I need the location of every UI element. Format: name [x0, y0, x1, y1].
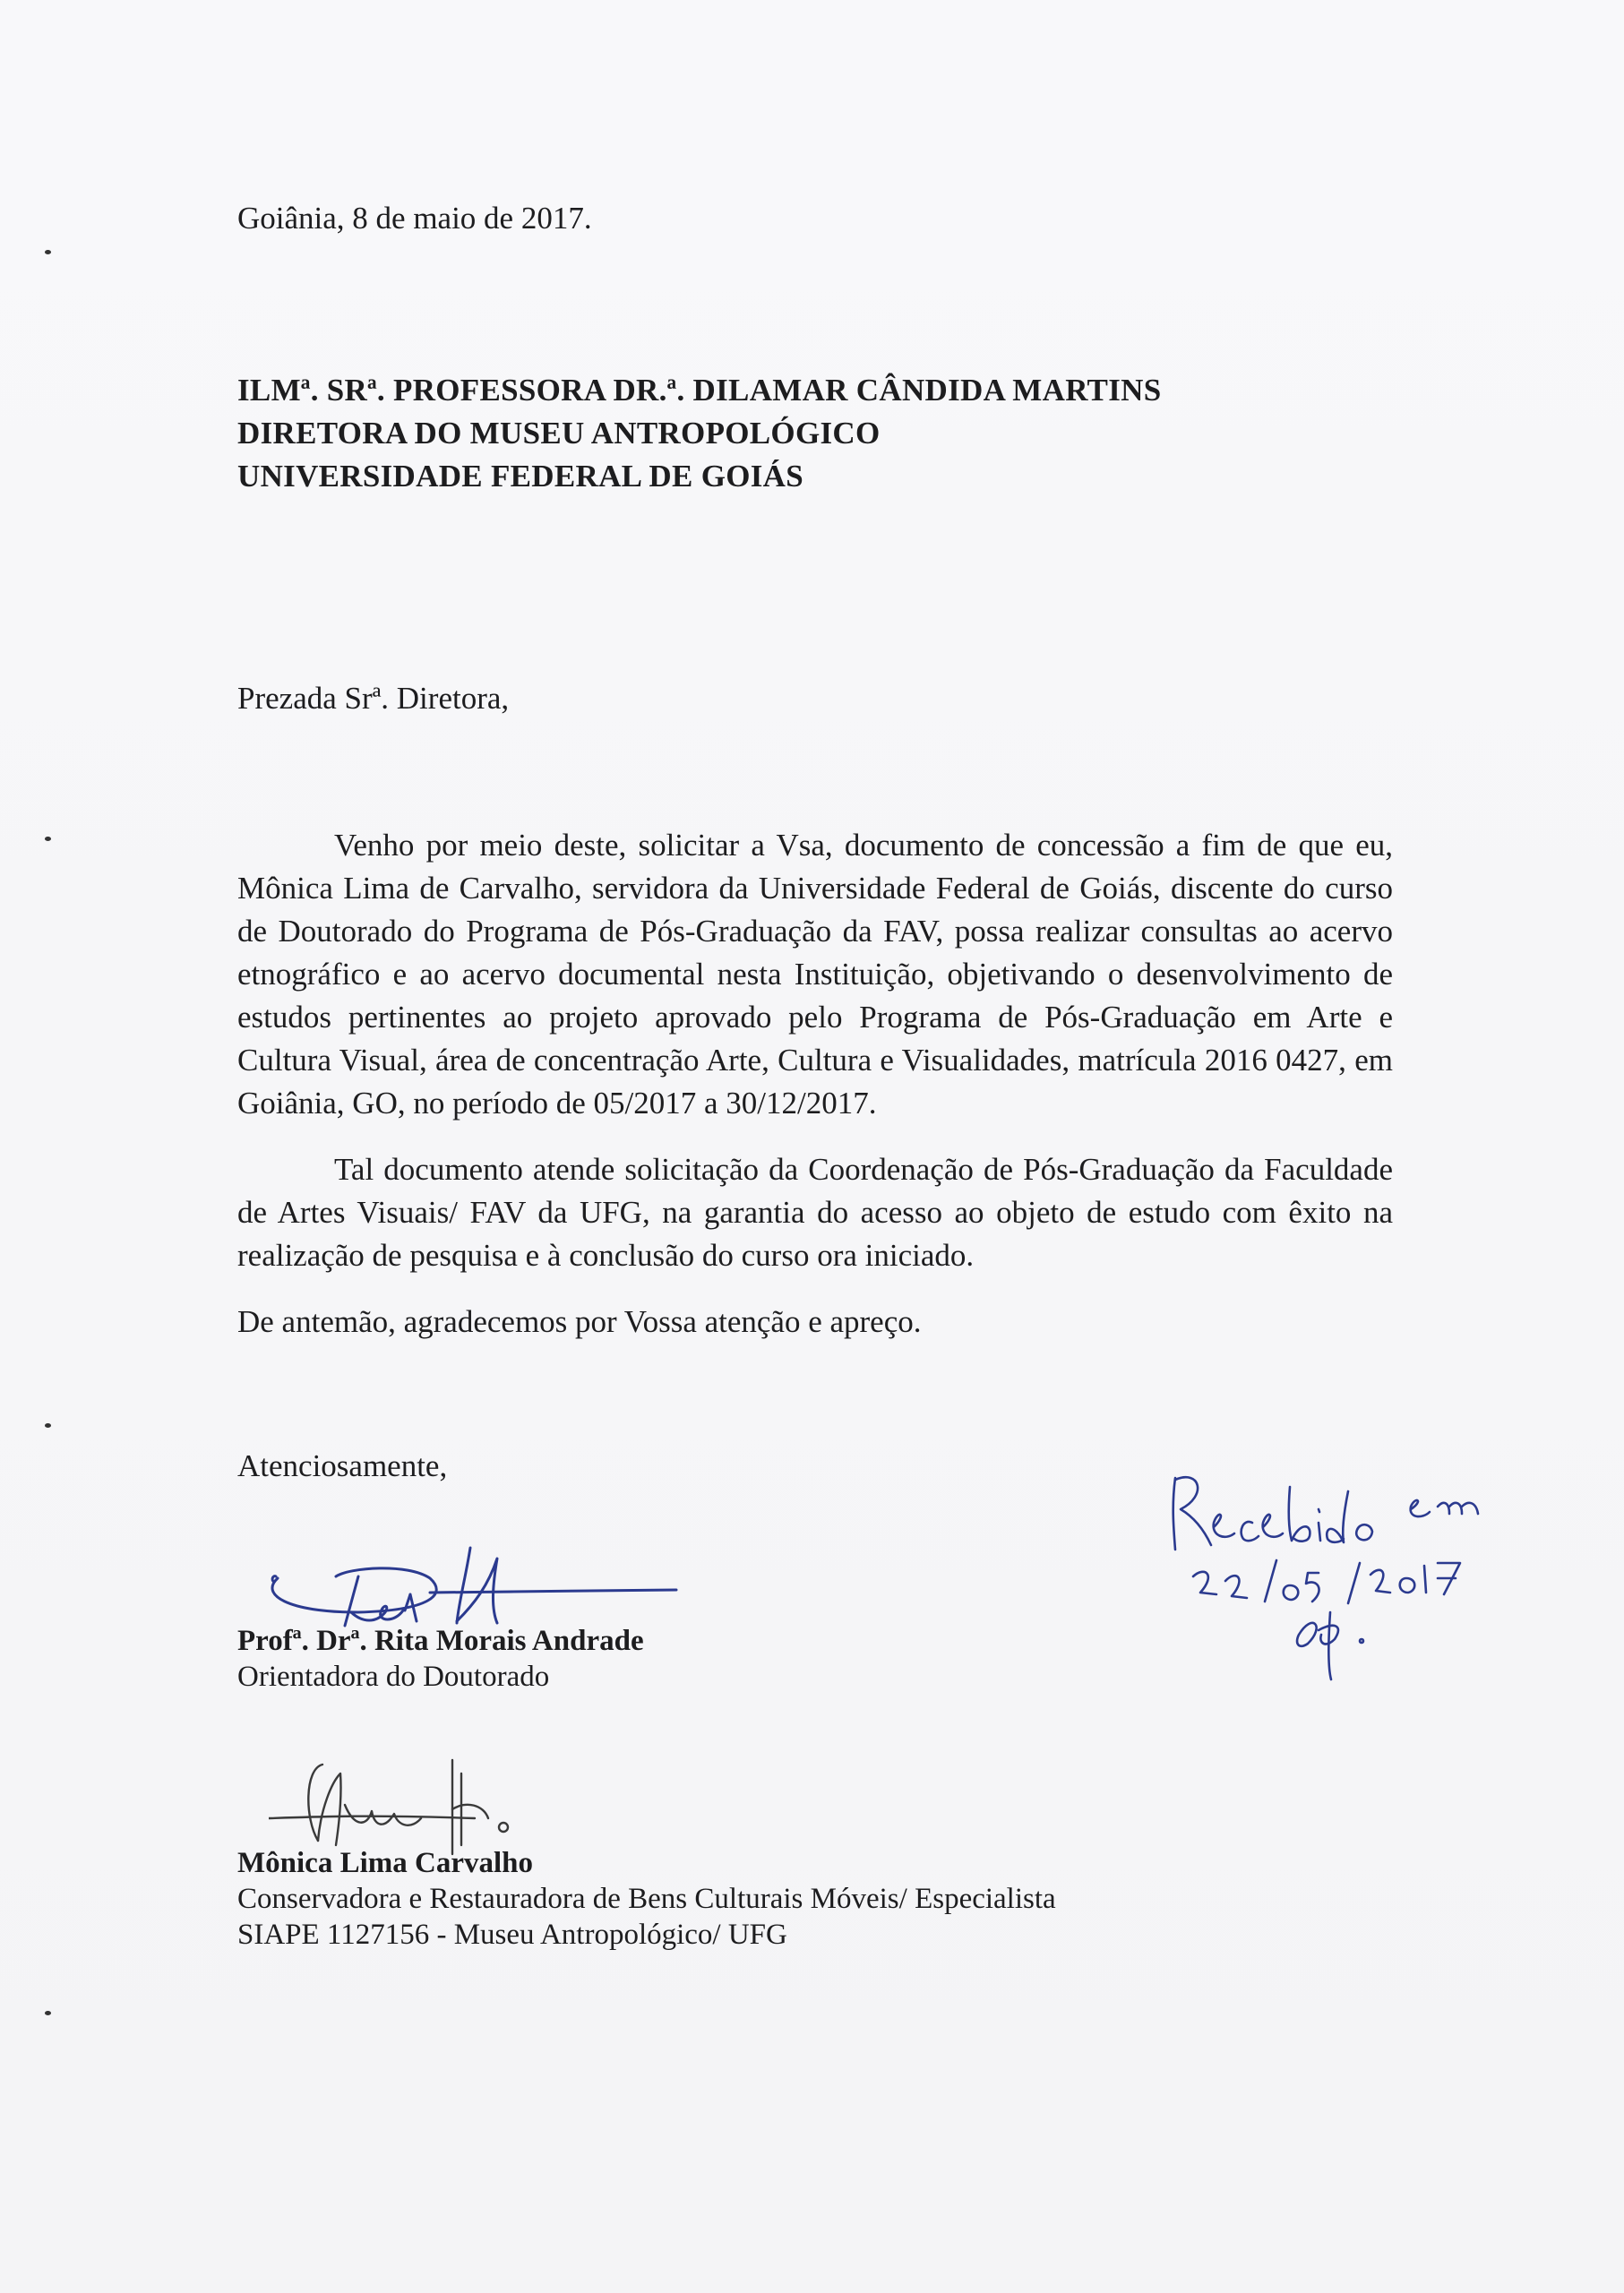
closing: Atenciosamente, — [237, 1448, 448, 1483]
signatory-id: SIAPE 1127156 - Museu Antropológico/ UFG — [237, 1919, 787, 1951]
salutation: Prezada Srª. Diretora, — [237, 681, 510, 716]
scan-mark — [45, 1423, 51, 1428]
letter-date: Goiânia, 8 de maio de 2017. — [237, 201, 592, 236]
signatory-name: Mônica Lima Carvalho — [237, 1847, 533, 1879]
letter-body — [237, 824, 1393, 1367]
scan-mark — [45, 2011, 51, 2015]
scan-mark — [45, 837, 51, 841]
addressee-line: ILMª. SRª. PROFESSORA DR.ª. DILAMAR CÂNDIDA MARTINS — [237, 373, 1162, 408]
receipt-note-handwriting — [1164, 1460, 1541, 1711]
signatory-block-2 — [237, 1845, 1056, 1953]
addressee-line: UNIVERSIDADE FEDERAL DE GOIÁS — [237, 459, 804, 494]
signatory-name: Profª. Drª. Rita Morais Andrade — [237, 1625, 644, 1657]
addressee-block — [237, 369, 1161, 498]
body-paragraph: De antemão, agradecemos por Vossa atenção e apreço. — [237, 1304, 922, 1339]
signatory-block-1 — [237, 1623, 644, 1695]
body-paragraph: Venho por meio deste, solicitar a Vsa, documento de concessão a fim de que eu, Mônica Lima de Carvalho, servidora da Universidade Federal de Goiás, discente do curso de Doutorado do Programa de Pós-Graduação da FAV, possa realizar consultas ao acervo etnográfico e ao acervo documental nesta Instituição, objetivando o desenvolvimento de estudos pertinentes ao projeto aprovado pelo Programa de Pós-Graduação em Arte e Cultura Visual, área de concentração Arte, Cultura e Visualidades, matrícula 2016 0427, em Goiânia, GO, no período de 05/2017 a 30/12/2017. — [237, 828, 1393, 1121]
signatory-role: Conservadora e Restauradora de Bens Culturais Móveis/ Especialista — [237, 1883, 1056, 1915]
addressee-line: DIRETORA DO MUSEU ANTROPOLÓGICO — [237, 416, 881, 451]
signatory-role: Orientadora do Doutorado — [237, 1661, 550, 1693]
body-paragraph: Tal documento atende solicitação da Coordenação de Pós-Graduação da Faculdade de Artes Visuais/ FAV da UFG, na garantia do acesso ao objeto de estudo com êxito na realização de pesquisa e à conclusão do curso ora iniciado. — [237, 1152, 1393, 1273]
scan-mark — [45, 250, 51, 254]
